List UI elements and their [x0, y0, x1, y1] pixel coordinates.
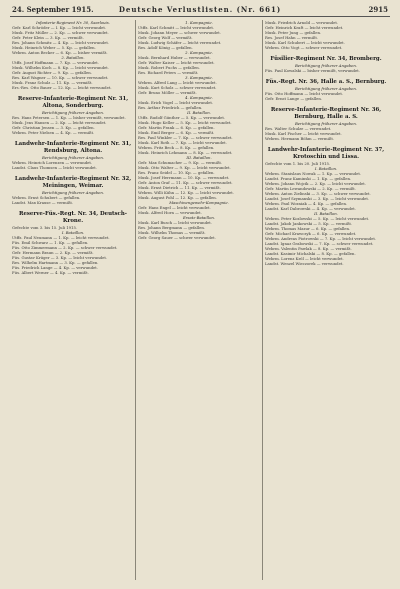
page-number: 2915: [368, 5, 388, 14]
casualty-entry: Landst. Wenzel Wieczorek — verwundet.: [265, 261, 344, 266]
casualty-entry: Gefr. Karl Schröder — I. Kp. — leicht verwundet.: [12, 25, 107, 30]
casualty-entry: Musk. Franz Schulz — 11. Kp. — vermißt.: [12, 80, 93, 85]
casualty-entry: Landst. Karl Dabrowski — 4. Kp. — verwundet.: [265, 206, 356, 211]
subsection-label: 3. Kompagnie.: [185, 75, 213, 80]
casualty-entry: Wehrm. Johann Wojcik — 2. Kp. — leicht verwundet.: [265, 181, 366, 186]
subsection-label: Maschinengewehr-Kompagnie.: [169, 200, 229, 205]
casualty-entry: Wehrm. Heinrich Lorenzen — verwundet.: [12, 160, 93, 165]
subsection-label: III. Bataillon.: [186, 155, 212, 160]
regiment-heading: Reserve-Infanterie-Regiment Nr. 31, Altona, Sonderburg.: [17, 96, 129, 109]
casualty-entry: Res. Johann Bergmann — gefallen.: [138, 225, 206, 230]
casualty-entry: Musk. Emil Berger — 6. Kp. — vermißt.: [138, 130, 215, 135]
subsection-label: Berichtigung früherer Angaben.: [295, 63, 357, 68]
casualty-entry: Gefr. Peter Klein — 3. Kp. — vermißt.: [12, 35, 84, 40]
subsection-label: 4. Kompagnie.: [185, 95, 213, 100]
casualty-entry: Utffz. Karl Schmitt — leicht verwundet.: [138, 25, 215, 30]
casualty-entry: Musk. Johann Meyer — schwer verwundet.: [138, 30, 221, 35]
casualty-entry: Gefr. Christian Jensen — 3. Kp. — gefallen.: [12, 125, 95, 130]
casualty-entry: Landst. Jakob Jankowski — 5. Kp. — vermißt.: [265, 221, 353, 226]
casualty-entry: Wehrm. Andreas Piotrowski — 7. Kp. — leicht verwundet.: [265, 236, 377, 241]
casualty-entry: Res. Walter Schulze — verwundet.: [265, 126, 332, 131]
casualty-entry: Musk. Ludwig Schäfer — leicht verwundet.: [138, 40, 222, 45]
column-right: [265, 20, 387, 580]
casualty-entry: Utffz. Paul Neumann — 1. Kp. — leicht verwundet.: [12, 235, 110, 240]
casualty-entry: Res. Arthur Friedrich — gefallen.: [138, 105, 203, 110]
casualty-entry: Gefr. Hans Engel — leicht verwundet.: [138, 205, 211, 210]
casualty-entry: Gefr. Martin Lewandowski — 2. Kp. — vermißt.: [265, 186, 357, 191]
casualty-entry: Wehrm. Hermann Böhm — vermißt.: [265, 136, 335, 141]
casualty-entry: Landst. Max Krause — vermißt.: [12, 200, 74, 205]
casualty-entry: Wehrm. Lorenz Król — leicht verwundet.: [265, 256, 344, 261]
casualty-entry: Landst. Josef Szymanski — 3. Kp. — leicht verwundet.: [265, 196, 370, 201]
casualty-entry: Musk. Fritz Müller — 2. Kp. — schwer verwundet.: [12, 30, 109, 35]
casualty-entry: Wehrm. Fritz Beck — 8. Kp. — gefallen.: [138, 145, 215, 150]
column-middle: [138, 20, 260, 580]
column-divider: [262, 20, 263, 580]
regiment-heading: Füsilier-Regiment Nr. 34, Bromberg.: [270, 56, 382, 62]
casualty-entry: Res. Josef Hahn — vermißt.: [265, 35, 319, 40]
casualty-entry: Musk. August Pohl — 12. Kp. — gefallen.: [138, 195, 217, 200]
regiment-heading: Landwehr-Infanterie-Regiment Nr. 31, Rendsburg, Altona.: [14, 141, 132, 154]
issue-date: 24. September 1915.: [12, 5, 94, 14]
regiment-heading: Reserve-Infanterie-Regiment Nr. 36, Bernburg, Halle a. S.: [270, 107, 382, 120]
casualty-entry: Musk. Heinrich Weber — 5. Kp. — gefallen.: [12, 45, 96, 50]
casualty-entry: Res. Hans Petersen — 1. Kp. — bisher vermißt, verwundet.: [12, 115, 126, 120]
subsection-label: II. Bataillon.: [314, 211, 338, 216]
casualty-entry: Gefr. Ernst Lange — gefallen.: [265, 96, 323, 101]
casualty-entry: Utffz. Josef Hoffmann — 7. Kp. — verwundet.: [12, 60, 99, 65]
casualty-entry: Wehrm. Stanislaus Nowak — 1. Kp. — verwundet.: [265, 171, 362, 176]
casualty-entry: Musk. Wilhelm Koch — 8. Kp. — leicht verwundet.: [12, 65, 110, 70]
subsection-label: Ersatz-Bataillon.: [182, 215, 216, 220]
casualty-entry: Wehrm. Anton Becker — 6. Kp. — bisher vermißt.: [12, 50, 108, 55]
casualty-entry: Landst. Kasimir Michalski — 8. Kp. — gefallen.: [265, 251, 356, 256]
casualty-entry: Gefechte vom 3. bis 15. Juli 1915.: [12, 225, 78, 230]
casualty-entry: Gefr. Hermann Braun — 2. Kp. — vermißt.: [12, 250, 94, 255]
casualty-entry: Res. Wilhelm Hartmann — 3. Kp. — gefallen.: [12, 260, 99, 265]
casualty-entry: Res. Richard Peters — vermißt.: [138, 70, 199, 75]
casualty-entry: Musk. Heinrich Lehmann — 8. Kp. — verwundet.: [138, 150, 233, 155]
casualty-entry: Res. Johann Schmitz — 4. Kp. — leicht verwundet.: [12, 40, 110, 45]
casualty-entry: Musk. Karl Busch — leicht verwundet.: [138, 220, 213, 225]
subsection-label: Berichtigung früherer Angaben.: [42, 155, 104, 160]
regiment-heading: Landwehr-Infanterie-Regiment Nr. 37, Krotoschin und Lissa.: [267, 147, 385, 160]
casualty-entry: Gefr. Anton Graf — 11. Kp. — schwer verwundet.: [138, 180, 233, 185]
casualty-entry: Wehrm. Peter Nielsen — 4. Kp. — vermißt.: [12, 130, 95, 135]
casualty-entry: Wehrm. Valentin Pawlak — 8. Kp. — vermißt.: [265, 246, 352, 251]
casualty-entry: Musk. Alfred Horn — verwundet.: [138, 210, 202, 215]
casualty-entry: Res. Franz Seidel — 10. Kp. — gefallen.: [138, 170, 215, 175]
casualty-entry: Gefr. Michael Krawczyk — 6. Kp. — verwundet.: [265, 231, 357, 236]
subsection-label: Infanterie-Regiment Nr. 30, Saarlouis.: [36, 20, 110, 25]
casualty-entry: Gefr. Walter Kaiser — leicht verwundet.: [138, 60, 215, 65]
casualty-entry: Musk. Robert Fuchs — gefallen.: [138, 65, 200, 70]
casualty-entry: Musk. Jens Hansen — 2. Kp. — leicht verwundet.: [12, 120, 107, 125]
casualty-entry: Füs. Gustav Krüger — 3. Kp. — leicht verwundet.: [12, 255, 108, 260]
casualty-entry: Musk. Erich Vogel — leicht verwundet.: [138, 100, 214, 105]
casualty-entry: Musk. Karl Fischer — leicht verwundet.: [265, 131, 342, 136]
casualty-entry: Musk. Karl Schubert — leicht verwundet.: [265, 40, 345, 45]
casualty-entry: Gefr. Heinrich Kraft — leicht verwundet.: [265, 25, 344, 30]
subsection-label: I. Bataillon.: [314, 166, 338, 171]
casualty-entry: Res. Paul Winkler — 7. Kp. — schwer verwundet.: [138, 135, 233, 140]
casualty-entry: Füs. Otto Hoffmann — leicht verwundet.: [265, 91, 344, 96]
casualty-entry: Füs. Paul Kowalski — bisher vermißt, verwundet.: [265, 68, 360, 73]
column-divider: [135, 20, 136, 580]
casualty-entry: Landst. Franz Kaminski — 1. Kp. — gefallen.: [265, 176, 352, 181]
casualty-entry: Musk. Josef Herrmann — 10. Kp. — verwundet.: [138, 175, 230, 180]
casualty-entry: Gefr. August Richter — 9. Kp. — gefallen.: [12, 70, 92, 75]
casualty-entry: Musk. Otto Walter — 9. Kp. — leicht verwundet.: [138, 165, 231, 170]
casualty-entry: Wehrm. Thomas Mazur — 6. Kp. — gefallen.: [265, 226, 351, 231]
casualty-entry: Füs. Emil Schwarz — 1. Kp. — gefallen.: [12, 240, 89, 245]
casualty-entry: Utffz. Rudolf Günther — 5. Kp. — verwundet.: [138, 115, 226, 120]
casualty-entry: Musk. Karl Roth — 7. Kp. — leicht verwundet.: [138, 140, 227, 145]
subsection-label: 2. Bataillon.: [61, 55, 85, 60]
casualty-entry: Res. Karl Wagner — 10. Kp. — schwer verwundet.: [12, 75, 109, 80]
casualty-entry: Gefr. Georg Wolf — vermißt.: [138, 35, 193, 40]
casualty-entry: Gefr. Martin Frank — 6. Kp. — gefallen.: [138, 125, 215, 130]
casualty-entry: Musk. Friedrich Arnold — verwundet.: [265, 20, 339, 25]
casualty-entry: Ers.-Res. Otto Bauer — 12. Kp. — leicht verwundet.: [12, 85, 112, 90]
casualty-entry: Musk. Kurt Scholz — schwer verwundet.: [138, 85, 217, 90]
casualty-entry: Gefr. Bruno Möller — vermißt.: [138, 90, 197, 95]
casualty-entry: Wehrm. Ernst Schubert — gefallen.: [12, 195, 81, 200]
subsection-label: Berichtigung früherer Angaben.: [295, 86, 357, 91]
regiment-heading: Füs.-Regt. Nr. 36, Halle a. S., Bernburg.: [265, 79, 387, 85]
subsection-label: 2. Kompagnie.: [185, 50, 213, 55]
casualty-entry: Wehrm. Willi Kühn — 12. Kp. — leicht verwundet.: [138, 190, 234, 195]
regiment-heading: Reserve-Füs.-Regt. Nr. 34, Deutsch-Krone.: [18, 211, 127, 224]
casualty-entry: Landst. Ignaz Grabowski — 7. Kp. — schwer verwundet.: [265, 241, 374, 246]
subsection-label: 1. Kompagnie.: [185, 20, 213, 25]
casualty-entry: Musk. Hugo Keller — 5. Kp. — leicht verwundet.: [138, 120, 232, 125]
casualty-entry: Wehrm. Paul Wozniak — 4. Kp. — gefallen.: [265, 201, 348, 206]
subsection-label: Berichtigung früherer Angaben.: [42, 110, 104, 115]
column-left: [12, 20, 134, 580]
casualty-entry: Wehrm. Alfred Lang — leicht verwundet.: [138, 80, 217, 85]
casualty-entry: Wehrm. Anton Zielinski — 3. Kp. — schwer verwundet.: [265, 191, 371, 196]
casualty-entry: Gefechte vom 1. bis 20. Juli 1915.: [265, 161, 331, 166]
page-header: [10, 4, 390, 17]
casualty-entry: Musk. Bernhard Huber — verwundet.: [138, 55, 211, 60]
publication-title: Deutsche Verlustlisten. (Nr. 661): [118, 5, 282, 14]
casualty-entry: Gefr. Max Schumacher — 9. Kp. — vermißt.: [138, 160, 223, 165]
casualty-entry: Musk. Peter Jung — gefallen.: [265, 30, 322, 35]
casualty-entry: Musk. Wilhelm Thomas — vermißt.: [138, 230, 206, 235]
subsection-label: Berichtigung früherer Angaben.: [42, 190, 104, 195]
casualty-entry: Wehrm. Peter Kozlowski — 5. Kp. — leicht verwundet.: [265, 216, 370, 221]
casualty-entry: Wehrm. Otto Vogt — schwer verwundet.: [265, 45, 343, 50]
subsection-label: Berichtigung früherer Angaben.: [295, 121, 357, 126]
casualty-entry: Res. Adolf König — gefallen.: [138, 45, 193, 50]
casualty-entry: Füs. Friedrich Lange — 4. Kp. — verwundet.: [12, 265, 98, 270]
casualty-entry: Musk. Ernst Dietrich — 11. Kp. — vermißt.: [138, 185, 221, 190]
casualty-entry: Landst. Claus Thomsen — leicht verwundet.: [12, 165, 97, 170]
regiment-heading: Landwehr-Infanterie-Regiment Nr. 32, Meiningen, Weimar.: [14, 176, 132, 189]
casualty-entry: Füs. Otto Zimmermann — 2. Kp. — schwer verwundet.: [12, 245, 118, 250]
subsection-label: I. Bataillon.: [61, 230, 85, 235]
casualty-entry: Gefr. Georg Sauer — schwer verwundet.: [138, 235, 216, 240]
casualty-entry: Füs. Albert Werner — 4. Kp. — vermißt.: [12, 270, 89, 275]
subsection-label: II. Bataillon.: [187, 110, 211, 115]
